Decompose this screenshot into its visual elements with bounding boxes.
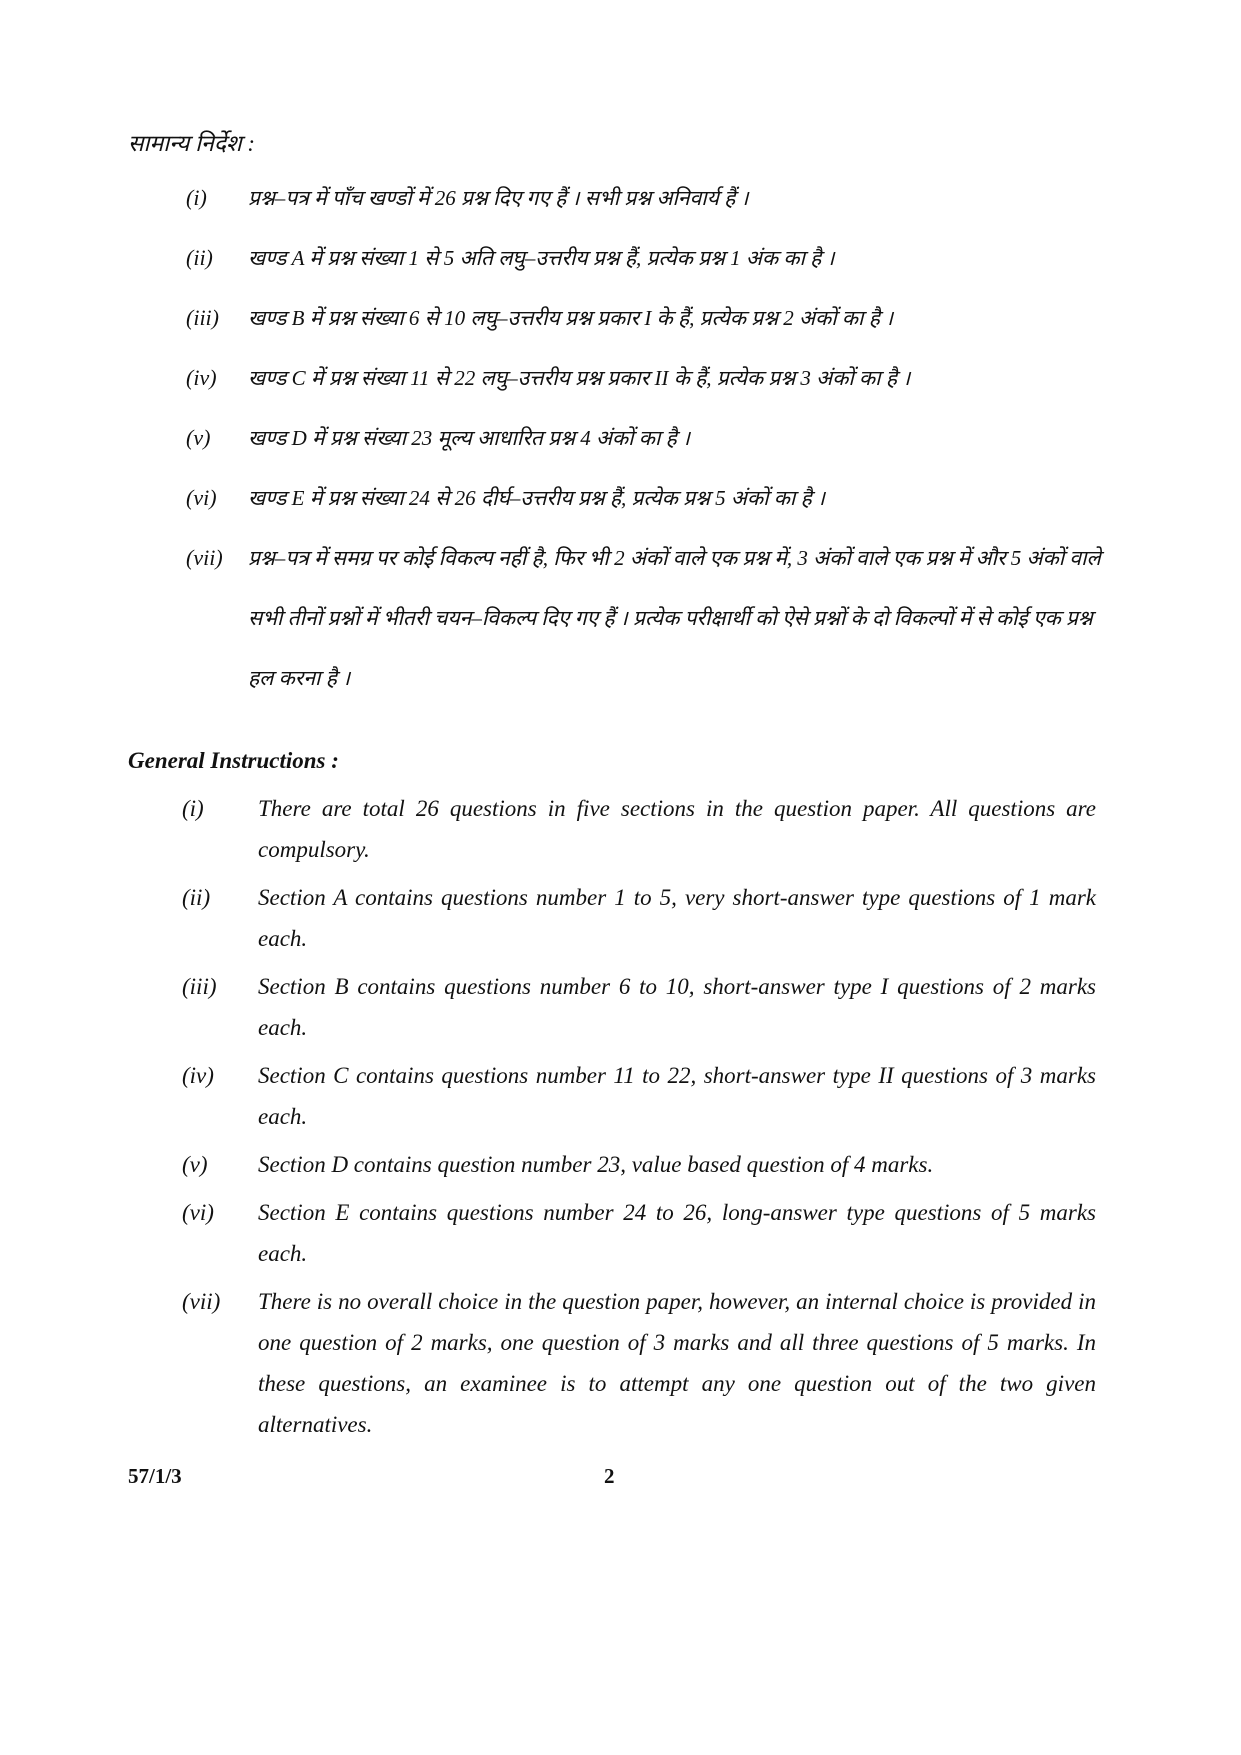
item-text: खण्ड D में प्रश्न संख्या 23 मूल्य आधारित प्रश्न 4 अंकों का है । (248, 426, 690, 450)
item-number: (iii) (182, 974, 217, 999)
item-text: प्रश्न–पत्र में पाँच खण्डों में 26 प्रश्न दिए गए हैं । सभी प्रश्न अनिवार्य हैं । (248, 186, 749, 210)
item-number: (i) (182, 796, 204, 821)
english-instruction-item (182, 1144, 1096, 1185)
item-text: प्रश्न–पत्र में समग्र पर कोई विकल्प नहीं है, फिर भी 2 अंकों वाले एक प्रश्न में, 3 अंकों वाले एक प्रश्न में और 5 अंकों वाले सभी तीनों प्रश्नों में भीतरी चयन–विकल्प दिए गए हैं । प्रत्येक परीक्षार्थी को ऐसे प्रश्नों के दो विकल्पों में से कोई एक प्रश्न हल करना है । (248, 546, 1101, 690)
item-text: There are total 26 questions in five sections in the question paper. All questions are compulsory. (258, 796, 1096, 862)
item-text: Section C contains questions number 11 to 22, short-answer type II questions of 3 marks each. (258, 1063, 1096, 1129)
hindi-instruction-item (186, 288, 1116, 348)
item-number: (v) (186, 425, 211, 450)
item-text: खण्ड A में प्रश्न संख्या 1 से 5 अति लघु–उत्तरीय प्रश्न हैं, प्रत्येक प्रश्न 1 अंक का है । (248, 246, 835, 270)
english-instruction-item (182, 877, 1096, 959)
item-text: खण्ड B में प्रश्न संख्या 6 से 10 लघु–उत्तरीय प्रश्न प्रकार I के हैं, प्रत्येक प्रश्न 2 अंकों का है । (248, 306, 894, 330)
item-text: Section B contains questions number 6 to 10, short-answer type I questions of 2 marks each. (258, 974, 1096, 1040)
english-instruction-item (182, 1281, 1096, 1445)
hindi-instructions-list (186, 168, 1116, 708)
item-text: खण्ड E में प्रश्न संख्या 24 से 26 दीर्घ–उत्तरीय प्रश्न हैं, प्रत्येक प्रश्न 5 अंकों का है । (248, 486, 825, 510)
item-number: (i) (186, 185, 207, 210)
english-instruction-item (182, 788, 1096, 870)
hindi-instruction-item (186, 228, 1116, 288)
hindi-instruction-item (186, 408, 1116, 468)
item-number: (vii) (182, 1289, 221, 1314)
item-number: (iv) (182, 1063, 214, 1088)
english-instruction-item (182, 966, 1096, 1048)
hindi-instruction-item (186, 168, 1116, 228)
item-text: Section D contains question number 23, value based question of 4 marks. (258, 1152, 934, 1177)
item-number: (vi) (186, 485, 217, 510)
item-text: Section A contains questions number 1 to 5, very short-answer type questions of 1 mark each. (258, 885, 1096, 951)
hindi-instruction-item (186, 468, 1116, 528)
paper-code: 57/1/3 (128, 1464, 182, 1488)
page-number: 2 (604, 1464, 615, 1488)
english-instruction-item (182, 1055, 1096, 1137)
item-number: (ii) (182, 885, 211, 910)
item-number: (ii) (186, 245, 213, 270)
english-instruction-item (182, 1192, 1096, 1274)
item-text: Section E contains questions number 24 to 26, long-answer type questions of 5 marks each. (258, 1200, 1096, 1266)
item-text: खण्ड C में प्रश्न संख्या 11 से 22 लघु–उत्तरीय प्रश्न प्रकार II के हैं, प्रत्येक प्रश्न 3 अंकों का है । (248, 366, 911, 390)
item-number: (iv) (186, 365, 217, 390)
item-text: There is no overall choice in the question paper, however, an internal choice is provided in one question of 2 marks, one question of 3 marks and all three questions of 5 marks. In these questions, an examinee is to attempt any one question out of the two given alternatives. (258, 1289, 1096, 1437)
hindi-instruction-item (186, 528, 1116, 708)
hindi-instructions-heading: सामान्य निर्देश : (128, 131, 256, 156)
item-number: (v) (182, 1152, 208, 1177)
item-number: (iii) (186, 305, 219, 330)
english-instructions-heading: General Instructions : (128, 748, 339, 773)
hindi-instruction-item (186, 348, 1116, 408)
item-number: (vi) (182, 1200, 214, 1225)
item-number: (vii) (186, 545, 223, 570)
english-instructions-list (182, 788, 1096, 1452)
